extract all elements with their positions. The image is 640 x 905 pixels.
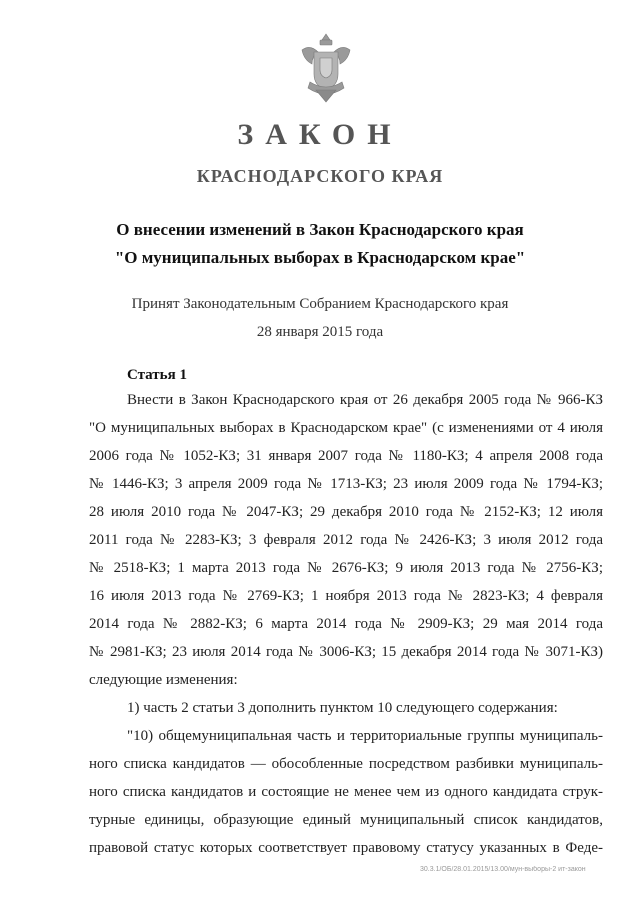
body-line: № 2518-КЗ; 1 марта 2013 года № 2676-КЗ; 9 июля 2013 года № 2756-КЗ; — [89, 560, 603, 576]
adoption-note: Принят Законодательным Собранием Краснодарского края — [131, 296, 509, 312]
body-line: 1) часть 2 статьи 3 дополнить пунктом 10 следующего содержания: — [127, 700, 558, 716]
adoption-date: 28 января 2015 года — [256, 324, 384, 340]
body-line: Внести в Закон Краснодарского края от 26 декабря 2005 года № 966-КЗ — [127, 392, 603, 408]
body-line: 2006 года № 1052-КЗ; 31 января 2007 года № 1180-КЗ; 4 апреля 2008 года — [89, 448, 603, 464]
body-line: турные единицы, образующие единый муниципальный список кандидатов, — [89, 812, 603, 828]
body-line: № 2981-КЗ; 23 июля 2014 года № 3006-КЗ; 15 декабря 2014 года № 3071-КЗ) — [89, 644, 603, 660]
law-heading: ЗАКОН — [237, 118, 403, 151]
body-line: следующие изменения: — [89, 672, 238, 688]
body-line: 16 июля 2013 года № 2769-КЗ; 1 ноября 2013 года № 2823-КЗ; 4 февраля — [89, 588, 603, 604]
body-line: "10) общемуниципальная часть и территориальные группы муниципаль- — [127, 728, 603, 744]
article-body — [89, 386, 603, 862]
footer-file-reference: 30.3.1/ОБ/28.01.2015/13.00/мун-выборы-2 ит-закон — [420, 866, 586, 873]
body-line: № 1446-КЗ; 3 апреля 2009 года № 1713-КЗ; 23 июля 2009 года № 1794-КЗ; — [89, 476, 603, 492]
article-heading: Статья 1 — [127, 367, 187, 383]
body-line: 28 июля 2010 года № 2047-КЗ; 29 декабря 2010 года № 2152-КЗ; 12 июля — [89, 504, 603, 520]
body-line: правовой статус которых соответствует правовому статусу указанных в Феде- — [89, 840, 603, 856]
coat-of-arms-emblem — [296, 32, 356, 104]
body-line: 2011 года № 2283-КЗ; 3 февраля 2012 года № 2426-КЗ; 3 июля 2012 года — [89, 532, 603, 548]
region-heading: КРАСНОДАРСКОГО КРАЯ — [196, 166, 444, 186]
document-title-line-1: О внесении изменений в Закон Краснодарского края — [116, 220, 524, 239]
body-line: "О муниципальных выборах в Краснодарском крае" (с изменениями от 4 июля — [89, 420, 603, 436]
body-line: ного списка кандидатов — обособленные посредством разбивки муниципаль- — [89, 756, 603, 772]
body-line: ного списка кандидатов и состоящие не менее чем из одного кандидата струк- — [89, 784, 603, 800]
document-title-line-2: "О муниципальных выборах в Краснодарском крае" — [114, 248, 526, 267]
body-line: 2014 года № 2882-КЗ; 6 марта 2014 года № 2909-КЗ; 29 мая 2014 года — [89, 616, 603, 632]
